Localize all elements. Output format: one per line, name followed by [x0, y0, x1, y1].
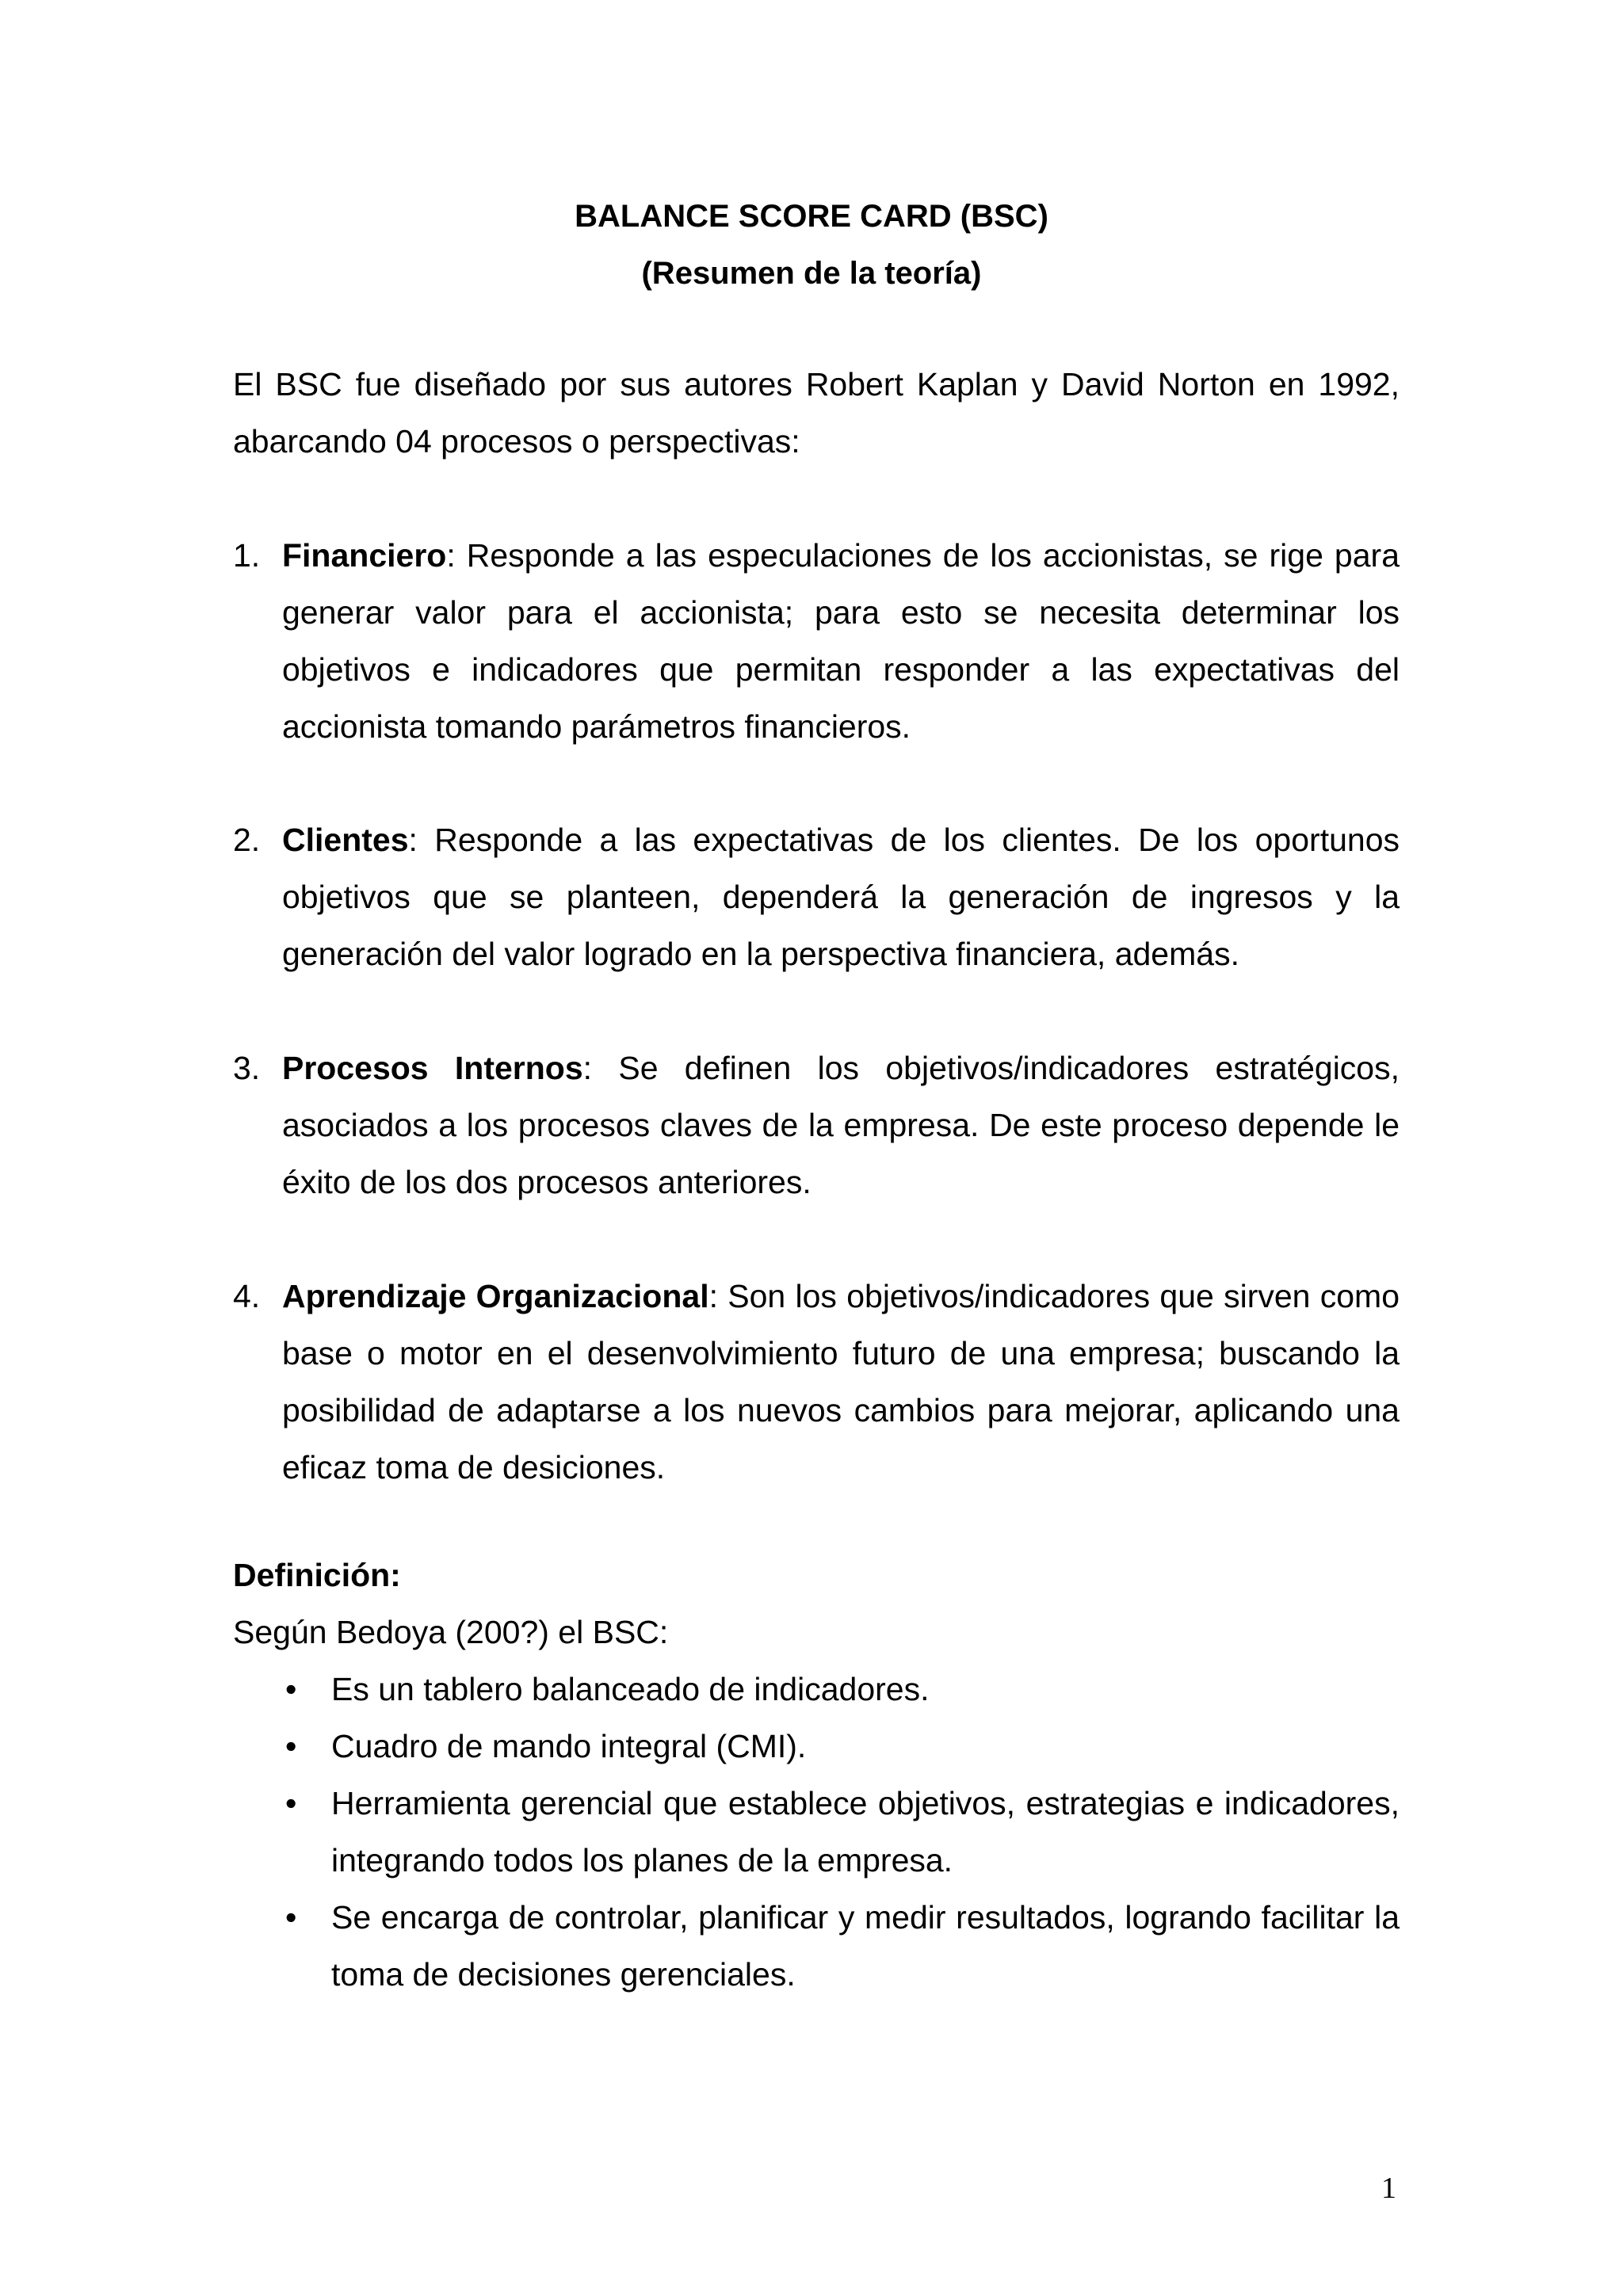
perspective-term: Clientes: [282, 822, 409, 858]
perspective-number: 1.: [233, 537, 261, 574]
perspective-term: Procesos Internos: [282, 1050, 583, 1086]
perspective-item-clientes: [233, 811, 1400, 982]
bullet-item: [233, 1889, 1400, 2003]
perspective-text: : Se definen los objetivos/indicadores estratégicos, asociados a los procesos claves de la empresa. De este proceso depende le éxito de los dos procesos anteriores.: [282, 1050, 1400, 1200]
perspective-text: : Son los objetivos/indicadores que sirven como base o motor en el desenvolvimiento futuro de una empresa; buscando la posibilidad de adaptarse a los nuevos cambios para mejorar, aplicando una eficaz toma de desiciones.: [282, 1278, 1400, 1486]
page-number: 1: [1381, 2172, 1396, 2205]
perspective-text: : Responde a las expectativas de los clientes. De los oportunos objetivos que se planteen, dependerá la generación de ingresos y la generación del valor logrado en la perspectiva financiera, además.: [282, 822, 1400, 972]
bullet-item: [233, 1718, 1400, 1775]
document-subtitle: (Resumen de la teoría): [641, 256, 982, 291]
bullet-item: [233, 1775, 1400, 1889]
bullet-symbol: •: [285, 1728, 297, 1764]
bullet-text: Es un tablero balanceado de indicadores.: [331, 1671, 930, 1707]
perspective-text: : Responde a las especulaciones de los accionistas, se rige para generar valor para el accionista; para esto se necesita determinar los objetivos e indicadores que permitan responder a las expectativas del accionista tomando parámetros financieros.: [282, 537, 1400, 745]
bullet-symbol: •: [285, 1899, 297, 1936]
document-title: BALANCE SCORE CARD (BSC): [575, 199, 1048, 234]
intro-paragraph: El BSC fue diseñado por sus autores Robert Kaplan y David Norton en 1992, abarcando 04 procesos o perspectivas:: [233, 366, 1400, 460]
bullet-text: Herramienta gerencial que establece objetivos, estrategias e indicadores, integrando todos los planes de la empresa.: [331, 1785, 1400, 1878]
bullet-symbol: •: [285, 1671, 297, 1707]
perspective-item-procesos-internos: [233, 1039, 1400, 1211]
perspective-number: 4.: [233, 1278, 261, 1314]
definition-heading: Definición:: [233, 1557, 401, 1593]
perspective-number: 3.: [233, 1050, 261, 1086]
perspective-term: Aprendizaje Organizacional: [282, 1278, 709, 1314]
title-block: [0, 188, 1623, 302]
bullet-symbol: •: [285, 1785, 297, 1821]
definition-bullet-list: [233, 1661, 1400, 2003]
bullet-item: [233, 1661, 1400, 1718]
perspective-item-aprendizaje: [233, 1268, 1400, 1496]
bullet-text: Se encarga de controlar, planificar y medir resultados, logrando facilitar la toma de decisiones gerenciales.: [331, 1899, 1400, 1993]
perspective-item-financiero: [233, 527, 1400, 755]
perspective-number: 2.: [233, 822, 261, 858]
definition-intro: Según Bedoya (200?) el BSC:: [233, 1614, 669, 1650]
bullet-text: Cuadro de mando integral (CMI).: [331, 1728, 807, 1764]
perspective-term: Financiero: [282, 537, 447, 574]
